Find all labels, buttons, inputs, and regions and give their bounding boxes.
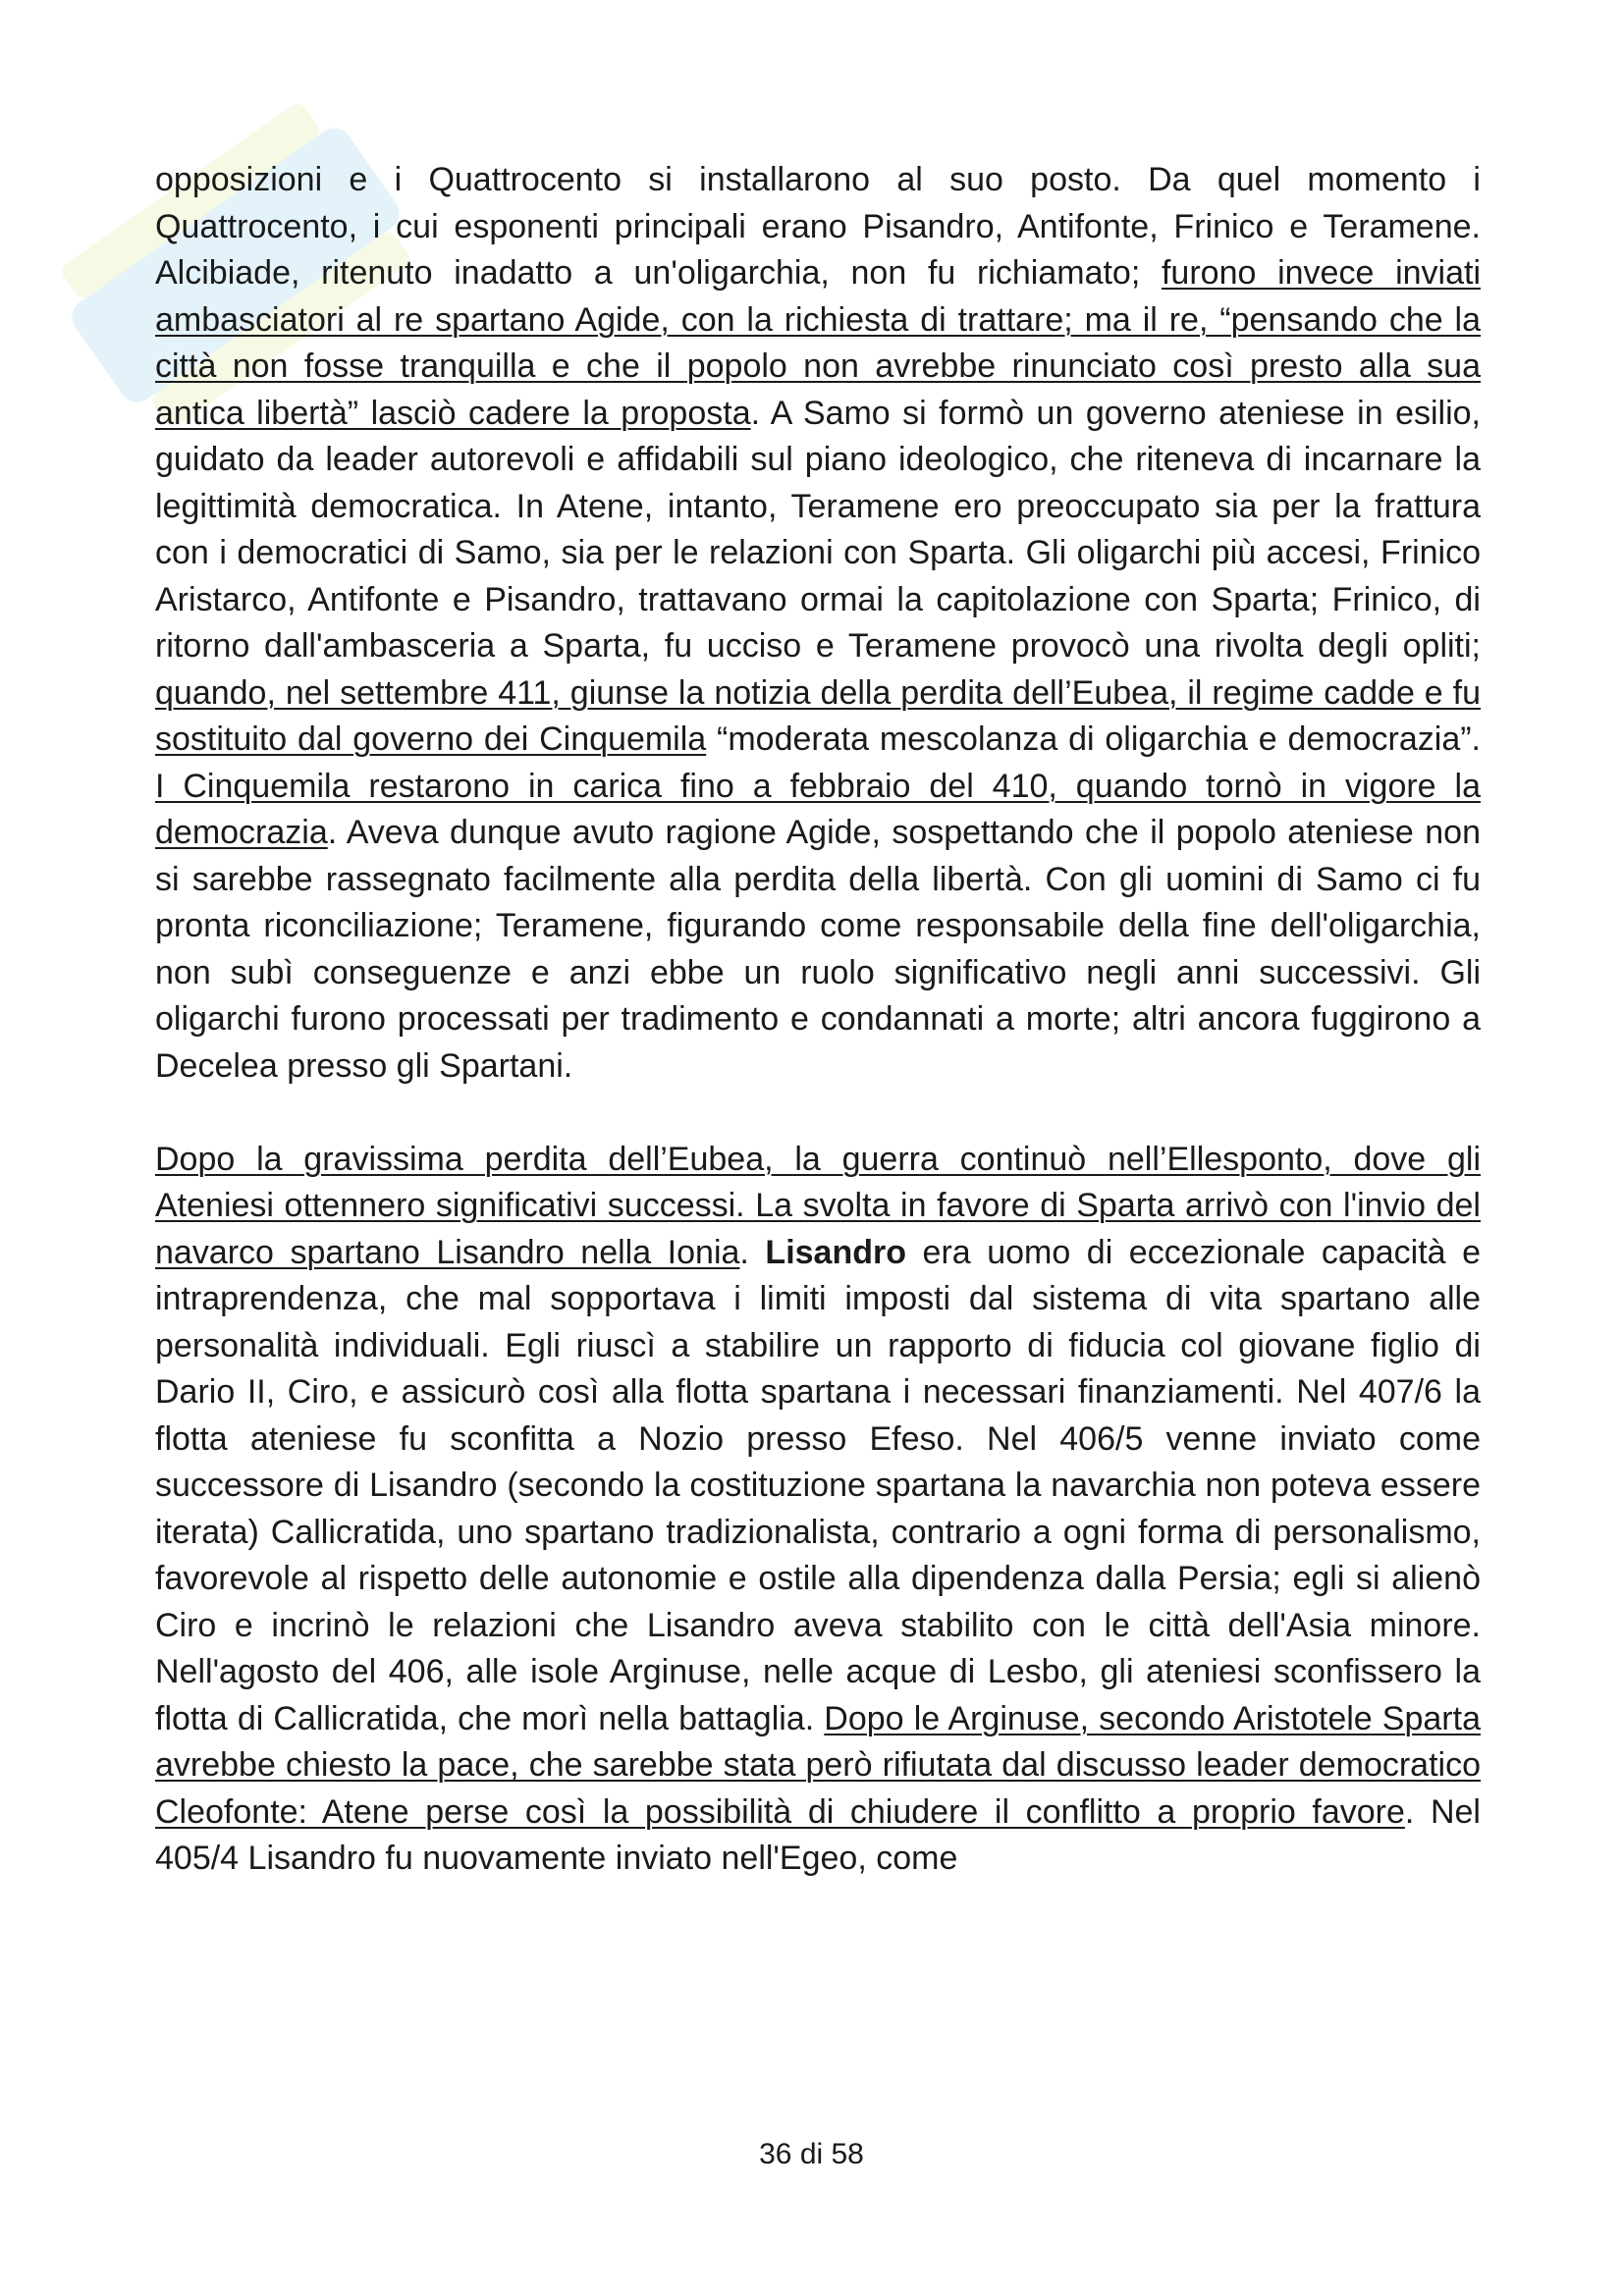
paragraph-2 <box>155 1137 1481 1883</box>
text-segment: . <box>739 1233 766 1271</box>
paragraph-1 <box>155 157 1481 1090</box>
text-segment: . Aveva dunque avuto ragione Agide, sospettando che il popolo ateniese non si sarebbe rassegnato facilmente alla perdita della libertà. Con gli uomini di Samo ci fu pronta riconciliazione; Teramene, figurando come responsabile della fine dell'oligarchia, non subì conseguenze e anzi ebbe un ruolo significativo negli anni successivi. Gli oligarchi furono processati per tradimento e condannati a morte; altri ancora fuggirono a Decelea presso gli Spartani. <box>155 814 1481 1085</box>
page-number: 36 di 58 <box>759 2138 864 2170</box>
text-segment: opposizioni e i Quattrocento si installarono al suo posto. Da quel momento i Quattrocento, i cui esponenti principali erano Pisandro, Antifonte, Frinico e Teramene. Alcibiade, ritenuto inadatto a un'oligarchia, non fu richiamato; <box>155 161 1481 292</box>
document-body <box>155 157 1481 1883</box>
text-segment: era uomo di eccezionale capacità e intraprendenza, che mal sopportava i limiti imposti dal sistema di vita spartano alle personalità individuali. Egli riuscì a stabilire un rapporto di fiducia col giovane figlio di Dario II, Ciro, e assicurò così alla flotta spartana i necessari finanziamenti. Nel 407/6 la flotta ateniese fu sconfitta a Nozio presso Efeso. Nel 406/5 venne inviato come successore di Lisandro (secondo la costituzione spartana la navarchia non poteva essere iterata) Callicratida, uno spartano tradizionalista, contrario a ogni forma di personalismo, favorevole al rispetto delle autonomie e ostile alla dipendenza dalla Persia; egli si alienò Ciro e incrinò le relazioni che Lisandro aveva stabilito con le città dell'Asia minore. Nell'agosto del 406, alle isole Arginuse, nelle acque di Lesbo, gli ateniesi sconfissero la flotta di Callicratida, che morì nella battaglia. <box>155 1233 1481 1737</box>
text-segment: . A Samo si formò un governo ateniese in esilio, guidato da leader autorevoli e affidabili sul piano ideologico, che riteneva di incarnare la legittimità democratica. In Atene, intanto, Teramene ero preoccupato sia per la frattura con i democratici di Samo, sia per le relazioni con Sparta. Gli oligarchi più accesi, Frinico Aristarco, Antifonte e Pisandro, trattavano ormai la capitolazione con Sparta; Frinico, di ritorno dall'ambasceria a Sparta, fu ucciso e Teramene provocò una rivolta degli opliti; <box>155 394 1482 665</box>
underlined-text-segment: I Cinquemila restarono in carica fino a febbraio del 410, quando tornò in vigore la democrazia <box>155 767 1481 851</box>
bold-text-segment: Lisandro <box>765 1233 906 1271</box>
underlined-text-segment: quando, nel settembre 411, giunse la notizia della perdita dell’Eubea, il regime cadde e fu sostituito dal governo dei Cinquemila <box>155 673 1481 758</box>
text-segment: . Nel 405/4 Lisandro fu nuovamente inviato nell'Egeo, come <box>155 1792 1481 1877</box>
underlined-text-segment: furono invece inviati ambasciatori al re spartano Agide, con la richiesta di trattare; ma il re, “pensando che la città non fosse tranquilla e che il popolo non avrebbe rinunciato così presto alla sua antica libertà” lasciò cadere la proposta <box>155 254 1481 432</box>
text-segment: “moderata mescolanza di oligarchia e democrazia”. <box>706 721 1481 758</box>
underlined-text-segment: Dopo la gravissima perdita dell’Eubea, la guerra continuò nell’Ellesponto, dove gli Ateniesi ottennero significativi successi. La svolta in favore di Sparta arrivò con l'invio del navarco spartano Lisandro nella Ionia <box>155 1140 1481 1271</box>
underlined-text-segment: Dopo le Arginuse, secondo Aristotele Sparta avrebbe chiesto la pace, che sarebbe stata però rifiutata dal discusso leader democratico Cleofonte: Atene perse così la possibilità di chiudere il conflitto a proprio favore <box>155 1699 1481 1831</box>
